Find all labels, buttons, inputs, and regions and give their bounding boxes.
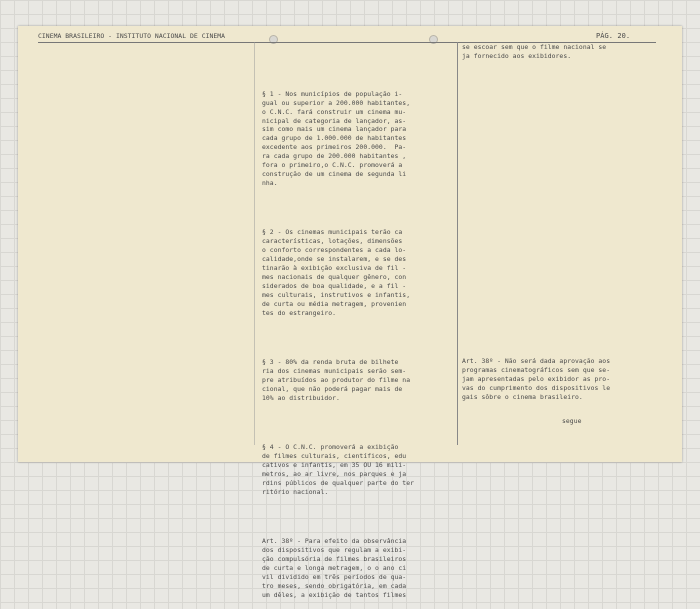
paragraph-1: § 1 - Nos municípios de população i- gual ou superior a 200.000 habitantes, o C.N.C. fará construir um cinema mu- nicipal de categoria de lançador, as- sim como mais um cinema lançador para cada grupo de 1.000.000 de habitantes excedente aos primeiros 200.000. Pa- ra cada grupo de 200.000 habitantes , fora o primeiro,o C.N.C. promoverá a construção de um cinema de segunda li nha. bbox=[262, 89, 411, 187]
right-column-continuation: se escoar sem que o filme nacional se ja fornecido aos exibidores. bbox=[462, 43, 607, 60]
paragraph-2: § 2 - Os cinemas municipais terão ca características, lotações, dimensões o conforto correspondentes a cada lo- calidade,onde se instalarem, e se des tinarão à exibição exclusiva de fil - mes nacionais de qualquer gênero, con siderados de boa qualidade, e a fil - mes culturais, instrutivos e infantis, de curta ou média metragem, provenien tes do estrangeiro. bbox=[262, 228, 411, 317]
segue-label: segue bbox=[562, 417, 582, 425]
main-column bbox=[262, 72, 414, 609]
column-divider bbox=[457, 42, 458, 445]
paragraph-4: § 4 - O C.N.C. promoverá a exibição de filmes culturais, científicos, edu cativos e infantis, em 35 OU 16 mili- metros, ao ar livre, nos parques e ja rdins públicos de qualquer parte do ter ritório nacional. bbox=[262, 443, 415, 496]
right-column-article: Art. 38º - Não será dada aprovação aos programas cinematográficos sem que se- jam apresentadas pelo exibidor as pro- vas do cumprimento dos dispositivos le gais sôbre o cinema brasileiro. bbox=[462, 357, 611, 401]
header-title: CINEMA BRASILEIRO - INSTITUTO NACIONAL DE CINEMA bbox=[38, 32, 226, 40]
paragraph-5: Art. 38º - Para efeito da observância dos dispositivos que regulam a exibi- ção compulsória de filmes brasileiros de curta e longa metragem, o o ano ci vil dividido em três períodos de qua- tro meses, sendo obrigatória, em cada um dêles, a exibição de tantos filmes bbox=[262, 537, 407, 599]
page-number: PÁG. 20. bbox=[596, 32, 631, 40]
paragraph-3: § 3 - 80% da renda bruta de bilhete ria dos cinemas municipais serão sem- pre atribuídos ao produtor do filme na cional, que não poderá pagar mais de 10% ao distribuidor. bbox=[262, 358, 411, 402]
left-margin-line bbox=[254, 42, 255, 445]
